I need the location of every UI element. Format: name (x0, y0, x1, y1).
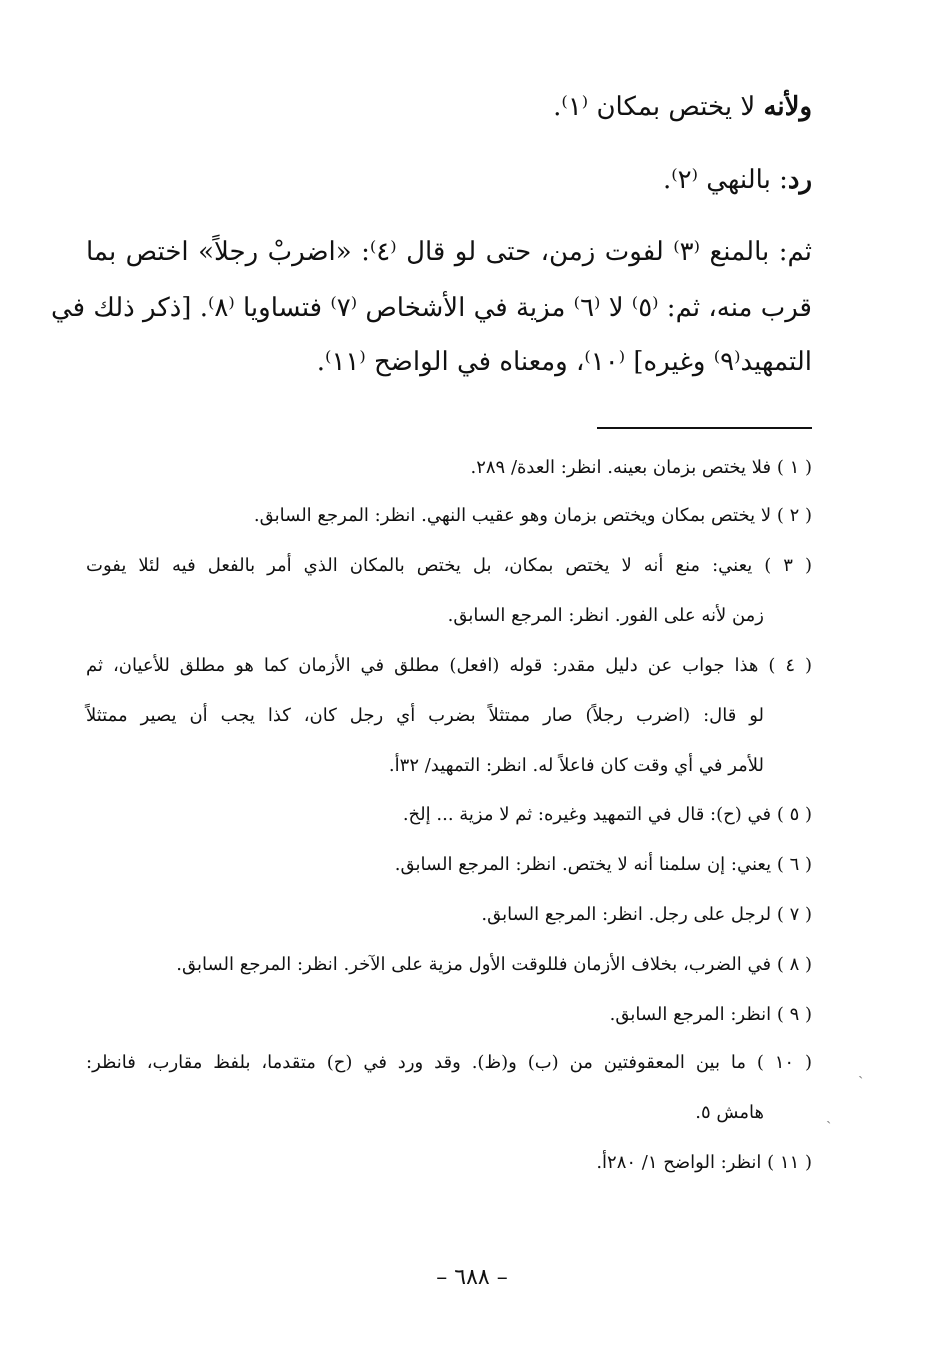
main-line-4: قرب منه، ثم: ⁽٥⁾ لا ⁽٦⁾ مزية في الأشخاص ⁽٧⁾ فتساويا ⁽٨⁾. [ذكر ذلك في (50, 293, 812, 323)
footnote-7: ( ٧ ) لرجل على رجل. انظر: المرجع السابق. (481, 904, 812, 925)
page-number: – ٦٨٨ – (436, 1265, 508, 1290)
main-line-1 (553, 90, 812, 124)
main-line-1-text: لا يختص بمكان ⁽١⁾. (553, 92, 764, 122)
footnote-11: ( ١١ ) انظر: الواضح ١/ ٢٨٠أ. (596, 1152, 812, 1173)
main-line-1-lead: ولأنه (763, 92, 812, 122)
footnote-4-continued: لو قال: (اضرب رجلاً) صار ممتثلاً بضرب أي رجل كان، كذا يجب أن يصير ممتثلاً (86, 705, 764, 726)
scan-speck: ˴ (858, 1065, 864, 1084)
footnote-8: ( ٨ ) في الضرب، بخلاف الأزمان فللوقت الأول مزية على الآخر. انظر: المرجع السابق. (176, 954, 812, 975)
main-line-2 (663, 163, 812, 197)
main-line-3: ثم: بالمنع ⁽٣⁾ لفوت زمن، حتى لو قال ⁽٤⁾: «اضربْ رجلاً» اختص بما (86, 237, 812, 267)
footnote-10-continued: هامش ٥. (695, 1102, 764, 1123)
scan-speck: ˴ (826, 1110, 832, 1129)
main-line-2-lead: رد (787, 165, 812, 195)
footnote-2: ( ٢ ) لا يختص بمكان ويختص بزمان وهو عقيب النهي. انظر: المرجع السابق. (253, 505, 812, 526)
main-line-5: التمهيد⁽٩⁾ وغيره] ⁽١٠⁾، ومعناه في الواضح ⁽١١⁾. (316, 347, 812, 377)
footnote-3-continued: زمن لأنه على الفور. انظر: المرجع السابق. (447, 605, 764, 626)
footnote-4: ( ٤ ) هذا جواب عن دليل مقدر: قوله (افعل) مطلق في الأزمان كما هو مطلق للأعيان، ثم (86, 655, 812, 676)
footnote-separator (597, 427, 812, 429)
footnote-6: ( ٦ ) يعني: إن سلمنا أنه لا يختص. انظر: المرجع السابق. (394, 854, 812, 875)
footnote-5: ( ٥ ) في (ح): قال في التمهيد وغيره: ثم لا مزية ... إلخ. (402, 804, 812, 825)
main-line-2-text: : بالنهي ⁽٢⁾. (662, 165, 788, 195)
footnote-1: ( ١ ) فلا يختص بزمان بعينه. انظر: العدة/ ٢٨٩. (470, 457, 812, 478)
footnote-3: ( ٣ ) يعني: منع أنه لا يختص بمكان، بل يختص بالمكان الذي أمر بالفعل فيه لئلا يفوت (86, 555, 812, 576)
footnote-4-continued-2: للأمر في أي وقت كان فاعلاً له. انظر: التمهيد/ ٣٢أ. (388, 755, 764, 776)
footnote-10: ( ١٠ ) ما بين المعقوفتين من (ب) و(ظ). وقد ورد في (ح) متقدما، بلفظ مقارب، فانظر: (86, 1052, 812, 1073)
footnote-9: ( ٩ ) انظر: المرجع السابق. (609, 1004, 812, 1025)
